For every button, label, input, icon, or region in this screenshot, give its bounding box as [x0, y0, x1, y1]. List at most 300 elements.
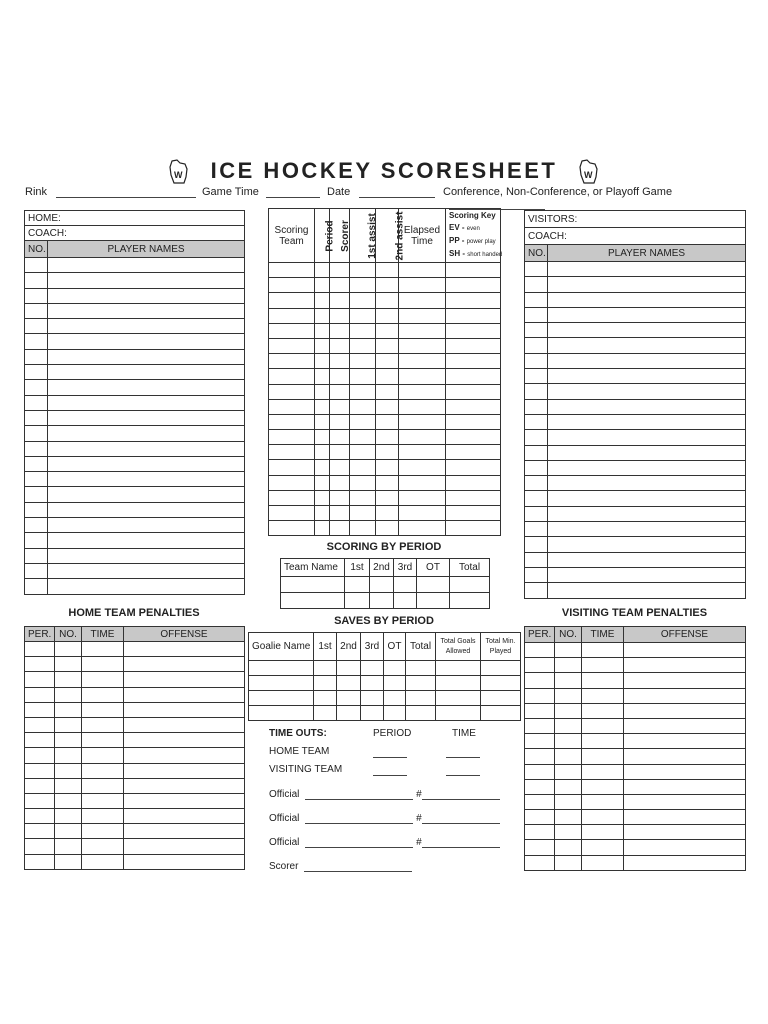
entry-cell[interactable] [555, 825, 582, 840]
entry-cell[interactable] [399, 354, 446, 369]
entry-cell[interactable] [582, 855, 624, 870]
entry-cell[interactable] [269, 475, 315, 490]
entry-cell[interactable] [55, 733, 82, 748]
entry-cell[interactable] [25, 518, 48, 533]
entry-cell[interactable] [376, 475, 399, 490]
entry-cell[interactable] [446, 263, 501, 278]
entry-cell[interactable] [315, 399, 330, 414]
entry-cell[interactable] [361, 661, 384, 676]
entry-cell[interactable] [330, 308, 350, 323]
entry-cell[interactable] [350, 475, 376, 490]
entry-cell[interactable] [376, 414, 399, 429]
entry-cell[interactable] [394, 577, 417, 593]
entry-cell[interactable] [582, 688, 624, 703]
entry-cell[interactable] [624, 825, 746, 840]
entry-cell[interactable] [525, 445, 548, 460]
entry-cell[interactable] [314, 676, 337, 691]
entry-cell[interactable] [269, 308, 315, 323]
entry-cell[interactable] [525, 779, 555, 794]
entry-cell[interactable] [55, 854, 82, 869]
entry-cell[interactable] [281, 593, 345, 609]
entry-cell[interactable] [446, 369, 501, 384]
entry-cell[interactable] [330, 430, 350, 445]
entry-cell[interactable] [525, 476, 548, 491]
entry-cell[interactable] [525, 323, 548, 338]
entry-cell[interactable] [525, 353, 548, 368]
entry-cell[interactable] [124, 793, 245, 808]
entry-cell[interactable] [269, 460, 315, 475]
visiting-timeout-period-field[interactable] [373, 764, 407, 776]
entry-cell[interactable] [48, 365, 245, 380]
entry-cell[interactable] [345, 577, 370, 593]
entry-cell[interactable] [55, 672, 82, 687]
entry-cell[interactable] [370, 577, 394, 593]
entry-cell[interactable] [548, 399, 746, 414]
entry-cell[interactable] [25, 487, 48, 502]
entry-cell[interactable] [350, 338, 376, 353]
entry-cell[interactable] [548, 262, 746, 277]
entry-cell[interactable] [82, 824, 124, 839]
entry-cell[interactable] [315, 490, 330, 505]
entry-cell[interactable] [315, 445, 330, 460]
entry-cell[interactable] [525, 460, 548, 475]
entry-cell[interactable] [315, 263, 330, 278]
entry-cell[interactable] [399, 460, 446, 475]
entry-cell[interactable] [25, 426, 48, 441]
entry-cell[interactable] [525, 537, 548, 552]
entry-cell[interactable] [446, 338, 501, 353]
entry-cell[interactable] [399, 445, 446, 460]
entry-cell[interactable] [525, 794, 555, 809]
entry-cell[interactable] [315, 323, 330, 338]
entry-cell[interactable] [48, 395, 245, 410]
entry-cell[interactable] [25, 579, 48, 594]
entry-cell[interactable] [25, 365, 48, 380]
entry-cell[interactable] [249, 676, 314, 691]
entry-cell[interactable] [124, 657, 245, 672]
entry-cell[interactable] [376, 399, 399, 414]
entry-cell[interactable] [350, 521, 376, 536]
entry-cell[interactable] [124, 733, 245, 748]
entry-cell[interactable] [25, 824, 55, 839]
entry-cell[interactable] [55, 763, 82, 778]
entry-cell[interactable] [417, 577, 450, 593]
entry-cell[interactable] [548, 277, 746, 292]
entry-cell[interactable] [548, 414, 746, 429]
entry-cell[interactable] [82, 763, 124, 778]
entry-cell[interactable] [399, 338, 446, 353]
entry-cell[interactable] [315, 521, 330, 536]
entry-cell[interactable] [376, 323, 399, 338]
entry-cell[interactable] [399, 369, 446, 384]
entry-cell[interactable] [361, 691, 384, 706]
entry-cell[interactable] [314, 706, 337, 721]
entry-cell[interactable] [25, 456, 48, 471]
entry-cell[interactable] [582, 673, 624, 688]
entry-cell[interactable] [350, 460, 376, 475]
home-timeout-time-field[interactable] [446, 746, 480, 758]
entry-cell[interactable] [481, 676, 521, 691]
entry-cell[interactable] [525, 292, 548, 307]
entry-cell[interactable] [25, 748, 55, 763]
entry-cell[interactable] [361, 676, 384, 691]
entry-cell[interactable] [55, 824, 82, 839]
entry-cell[interactable] [548, 384, 746, 399]
entry-cell[interactable] [350, 506, 376, 521]
entry-cell[interactable] [376, 338, 399, 353]
entry-cell[interactable] [55, 702, 82, 717]
entry-cell[interactable] [446, 490, 501, 505]
entry-cell[interactable] [350, 293, 376, 308]
entry-cell[interactable] [25, 839, 55, 854]
entry-cell[interactable] [25, 334, 48, 349]
entry-cell[interactable] [55, 793, 82, 808]
entry-cell[interactable] [55, 717, 82, 732]
entry-cell[interactable] [624, 658, 746, 673]
entry-cell[interactable] [25, 380, 48, 395]
visiting-timeout-time-field[interactable] [446, 764, 480, 776]
entry-cell[interactable] [624, 810, 746, 825]
entry-cell[interactable] [25, 472, 48, 487]
entry-cell[interactable] [330, 460, 350, 475]
entry-cell[interactable] [525, 840, 555, 855]
entry-cell[interactable] [376, 460, 399, 475]
entry-cell[interactable] [450, 577, 490, 593]
entry-cell[interactable] [525, 810, 555, 825]
entry-cell[interactable] [48, 349, 245, 364]
entry-cell[interactable] [48, 579, 245, 594]
entry-cell[interactable] [525, 825, 555, 840]
entry-cell[interactable] [525, 658, 555, 673]
entry-cell[interactable] [548, 537, 746, 552]
entry-cell[interactable] [399, 475, 446, 490]
entry-cell[interactable] [624, 794, 746, 809]
entry-cell[interactable] [124, 824, 245, 839]
entry-cell[interactable] [48, 258, 245, 273]
entry-cell[interactable] [48, 533, 245, 548]
entry-cell[interactable] [376, 293, 399, 308]
entry-cell[interactable] [25, 548, 48, 563]
entry-cell[interactable] [555, 749, 582, 764]
entry-cell[interactable] [525, 583, 548, 598]
entry-cell[interactable] [330, 369, 350, 384]
entry-cell[interactable] [555, 673, 582, 688]
entry-cell[interactable] [82, 733, 124, 748]
entry-cell[interactable] [337, 676, 361, 691]
entry-cell[interactable] [384, 661, 406, 676]
entry-cell[interactable] [376, 263, 399, 278]
entry-cell[interactable] [269, 521, 315, 536]
entry-cell[interactable] [124, 642, 245, 657]
entry-cell[interactable] [548, 491, 746, 506]
entry-cell[interactable] [124, 687, 245, 702]
entry-cell[interactable] [624, 840, 746, 855]
entry-cell[interactable] [25, 672, 55, 687]
entry-cell[interactable] [399, 521, 446, 536]
entry-cell[interactable] [555, 703, 582, 718]
entry-cell[interactable] [446, 521, 501, 536]
entry-cell[interactable] [55, 657, 82, 672]
entry-cell[interactable] [337, 706, 361, 721]
entry-cell[interactable] [55, 778, 82, 793]
entry-cell[interactable] [555, 658, 582, 673]
entry-cell[interactable] [525, 552, 548, 567]
game-time-field[interactable] [202, 186, 320, 198]
entry-cell[interactable] [350, 490, 376, 505]
entry-cell[interactable] [525, 567, 548, 582]
entry-cell[interactable] [25, 563, 48, 578]
entry-cell[interactable] [436, 691, 481, 706]
entry-cell[interactable] [330, 338, 350, 353]
official-1-field[interactable] [269, 788, 500, 800]
entry-cell[interactable] [624, 749, 746, 764]
entry-cell[interactable] [548, 338, 746, 353]
entry-cell[interactable] [82, 809, 124, 824]
entry-cell[interactable] [25, 410, 48, 425]
entry-cell[interactable] [315, 354, 330, 369]
entry-cell[interactable] [548, 583, 746, 598]
entry-cell[interactable] [48, 426, 245, 441]
entry-cell[interactable] [481, 661, 521, 676]
entry-cell[interactable] [124, 717, 245, 732]
entry-cell[interactable] [330, 278, 350, 293]
entry-cell[interactable] [406, 661, 436, 676]
entry-cell[interactable] [82, 839, 124, 854]
entry-cell[interactable] [315, 293, 330, 308]
entry-cell[interactable] [582, 718, 624, 733]
entry-cell[interactable] [25, 687, 55, 702]
entry-cell[interactable] [624, 673, 746, 688]
entry-cell[interactable] [48, 410, 245, 425]
entry-cell[interactable] [555, 734, 582, 749]
entry-cell[interactable] [330, 475, 350, 490]
entry-cell[interactable] [25, 349, 48, 364]
entry-cell[interactable] [269, 293, 315, 308]
entry-cell[interactable] [548, 506, 746, 521]
entry-cell[interactable] [582, 764, 624, 779]
entry-cell[interactable] [55, 809, 82, 824]
entry-cell[interactable] [314, 691, 337, 706]
scorer-field[interactable] [269, 860, 412, 872]
entry-cell[interactable] [624, 688, 746, 703]
entry-cell[interactable] [555, 718, 582, 733]
entry-cell[interactable] [376, 308, 399, 323]
entry-cell[interactable] [582, 643, 624, 658]
entry-cell[interactable] [330, 293, 350, 308]
entry-cell[interactable] [376, 445, 399, 460]
entry-cell[interactable] [525, 703, 555, 718]
entry-cell[interactable] [548, 307, 746, 322]
date-field[interactable] [327, 186, 435, 198]
entry-cell[interactable] [525, 338, 548, 353]
entry-cell[interactable] [269, 506, 315, 521]
entry-cell[interactable] [55, 839, 82, 854]
entry-cell[interactable] [555, 779, 582, 794]
entry-cell[interactable] [25, 733, 55, 748]
entry-cell[interactable] [624, 764, 746, 779]
entry-cell[interactable] [548, 353, 746, 368]
entry-cell[interactable] [525, 855, 555, 870]
entry-cell[interactable] [330, 445, 350, 460]
entry-cell[interactable] [399, 293, 446, 308]
entry-cell[interactable] [350, 323, 376, 338]
entry-cell[interactable] [624, 855, 746, 870]
entry-cell[interactable] [446, 354, 501, 369]
entry-cell[interactable] [315, 414, 330, 429]
entry-cell[interactable] [48, 380, 245, 395]
entry-cell[interactable] [446, 414, 501, 429]
entry-cell[interactable] [48, 548, 245, 563]
entry-cell[interactable] [124, 839, 245, 854]
entry-cell[interactable] [525, 369, 548, 384]
entry-cell[interactable] [315, 338, 330, 353]
entry-cell[interactable] [48, 563, 245, 578]
entry-cell[interactable] [399, 430, 446, 445]
entry-cell[interactable] [48, 456, 245, 471]
entry-cell[interactable] [25, 258, 48, 273]
entry-cell[interactable] [582, 749, 624, 764]
entry-cell[interactable] [399, 490, 446, 505]
entry-cell[interactable] [269, 369, 315, 384]
entry-cell[interactable] [269, 445, 315, 460]
official-3-field[interactable] [269, 836, 500, 848]
entry-cell[interactable] [269, 430, 315, 445]
entry-cell[interactable] [624, 779, 746, 794]
entry-cell[interactable] [446, 278, 501, 293]
entry-cell[interactable] [376, 384, 399, 399]
entry-cell[interactable] [269, 323, 315, 338]
entry-cell[interactable] [376, 490, 399, 505]
entry-cell[interactable] [582, 658, 624, 673]
entry-cell[interactable] [350, 384, 376, 399]
entry-cell[interactable] [548, 445, 746, 460]
entry-cell[interactable] [376, 354, 399, 369]
entry-cell[interactable] [384, 676, 406, 691]
entry-cell[interactable] [330, 521, 350, 536]
entry-cell[interactable] [548, 323, 746, 338]
entry-cell[interactable] [249, 706, 314, 721]
entry-cell[interactable] [446, 460, 501, 475]
entry-cell[interactable] [25, 395, 48, 410]
entry-cell[interactable] [124, 763, 245, 778]
entry-cell[interactable] [446, 293, 501, 308]
entry-cell[interactable] [249, 661, 314, 676]
entry-cell[interactable] [525, 262, 548, 277]
entry-cell[interactable] [376, 521, 399, 536]
entry-cell[interactable] [525, 688, 555, 703]
entry-cell[interactable] [315, 475, 330, 490]
entry-cell[interactable] [582, 794, 624, 809]
entry-cell[interactable] [446, 308, 501, 323]
entry-cell[interactable] [548, 567, 746, 582]
entry-cell[interactable] [82, 793, 124, 808]
entry-cell[interactable] [350, 445, 376, 460]
entry-cell[interactable] [525, 506, 548, 521]
entry-cell[interactable] [55, 642, 82, 657]
entry-cell[interactable] [269, 384, 315, 399]
entry-cell[interactable] [525, 764, 555, 779]
entry-cell[interactable] [406, 676, 436, 691]
entry-cell[interactable] [399, 263, 446, 278]
entry-cell[interactable] [82, 657, 124, 672]
entry-cell[interactable] [25, 854, 55, 869]
entry-cell[interactable] [481, 706, 521, 721]
entry-cell[interactable] [394, 593, 417, 609]
rink-field[interactable] [25, 186, 196, 198]
entry-cell[interactable] [48, 273, 245, 288]
entry-cell[interactable] [370, 593, 394, 609]
entry-cell[interactable] [555, 764, 582, 779]
entry-cell[interactable] [548, 522, 746, 537]
entry-cell[interactable] [548, 476, 746, 491]
entry-cell[interactable] [82, 778, 124, 793]
entry-cell[interactable] [124, 854, 245, 869]
entry-cell[interactable] [315, 278, 330, 293]
entry-cell[interactable] [330, 354, 350, 369]
entry-cell[interactable] [337, 661, 361, 676]
entry-cell[interactable] [25, 809, 55, 824]
entry-cell[interactable] [350, 263, 376, 278]
entry-cell[interactable] [399, 414, 446, 429]
entry-cell[interactable] [376, 430, 399, 445]
entry-cell[interactable] [25, 319, 48, 334]
entry-cell[interactable] [82, 854, 124, 869]
entry-cell[interactable] [315, 384, 330, 399]
entry-cell[interactable] [624, 703, 746, 718]
entry-cell[interactable] [25, 288, 48, 303]
entry-cell[interactable] [48, 303, 245, 318]
entry-cell[interactable] [25, 793, 55, 808]
entry-cell[interactable] [384, 706, 406, 721]
entry-cell[interactable] [25, 657, 55, 672]
entry-cell[interactable] [330, 506, 350, 521]
entry-cell[interactable] [315, 430, 330, 445]
entry-cell[interactable] [450, 593, 490, 609]
entry-cell[interactable] [269, 354, 315, 369]
entry-cell[interactable] [548, 430, 746, 445]
entry-cell[interactable] [25, 441, 48, 456]
entry-cell[interactable] [48, 334, 245, 349]
entry-cell[interactable] [82, 702, 124, 717]
entry-cell[interactable] [314, 661, 337, 676]
entry-cell[interactable] [399, 399, 446, 414]
entry-cell[interactable] [315, 308, 330, 323]
entry-cell[interactable] [25, 533, 48, 548]
entry-cell[interactable] [337, 691, 361, 706]
entry-cell[interactable] [582, 734, 624, 749]
game-type-field[interactable] [443, 186, 768, 210]
entry-cell[interactable] [48, 288, 245, 303]
entry-cell[interactable] [315, 460, 330, 475]
entry-cell[interactable] [525, 749, 555, 764]
entry-cell[interactable] [582, 840, 624, 855]
entry-cell[interactable] [269, 278, 315, 293]
entry-cell[interactable] [48, 487, 245, 502]
entry-cell[interactable] [384, 691, 406, 706]
entry-cell[interactable] [350, 308, 376, 323]
entry-cell[interactable] [548, 292, 746, 307]
entry-cell[interactable] [555, 794, 582, 809]
entry-cell[interactable] [525, 643, 555, 658]
home-timeout-period-field[interactable] [373, 746, 407, 758]
entry-cell[interactable] [25, 702, 55, 717]
entry-cell[interactable] [82, 717, 124, 732]
entry-cell[interactable] [548, 369, 746, 384]
entry-cell[interactable] [82, 748, 124, 763]
entry-cell[interactable] [315, 369, 330, 384]
entry-cell[interactable] [48, 472, 245, 487]
entry-cell[interactable] [624, 734, 746, 749]
